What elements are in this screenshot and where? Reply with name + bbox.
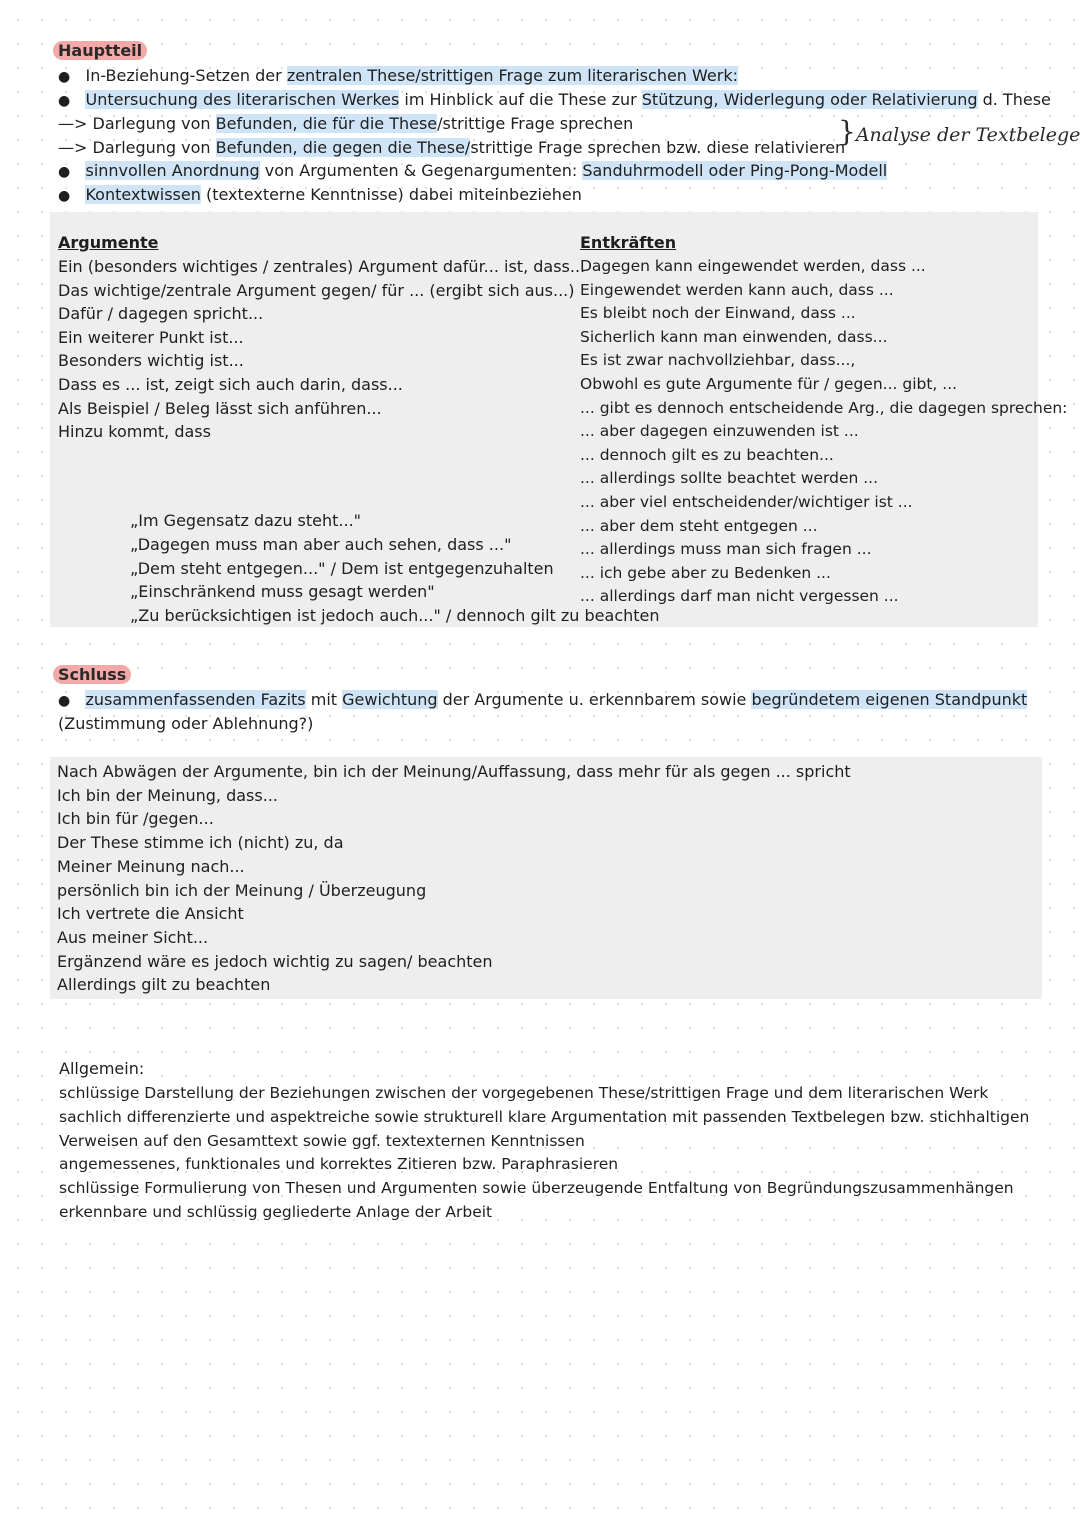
list-item: Dafür / dagegen spricht...: [58, 304, 264, 324]
list-item: Das wichtige/zentrale Argument gegen/ für ... (ergibt sich aus...): [58, 280, 575, 300]
list-item: Es bleibt noch der Einwand, dass ...: [580, 304, 856, 323]
arrow-icon: —>: [58, 114, 88, 133]
quote-item: „Einschränkend muss gesagt werden": [130, 582, 435, 602]
list-item: schlüssige Darstellung der Beziehungen zwischen der vorgegebenen These/strittigen Frage und dem literarischen Werk: [59, 1084, 989, 1102]
schluss-subline: (Zustimmung oder Ablehnung?): [58, 714, 314, 733]
list-item: erkennbare und schlüssig gegliederte Anlage der Arbeit: [59, 1202, 493, 1221]
list-item: ... aber dem steht entgegen ...: [580, 516, 818, 535]
list-item: Sicherlich kann man einwenden, dass...: [580, 327, 888, 346]
list-item: Nach Abwägen der Argumente, bin ich der Meinung/Auffassung, dass mehr für als gegen ... spricht: [57, 762, 851, 781]
list-item: Als Beispiel / Beleg lässt sich anführen...: [58, 398, 382, 418]
list-item: Ich bin für /gegen...: [57, 809, 214, 829]
hauptteil-bullet-4: ● Kontextwissen (textexterne Kenntnisse) dabei miteinbeziehen: [58, 185, 582, 204]
bullet-dot: ●: [58, 93, 71, 109]
bullet-dot: ●: [58, 188, 71, 204]
list-item: Aus meiner Sicht...: [57, 927, 209, 947]
list-item: ... aber dagegen einzuwenden ist ...: [580, 422, 859, 441]
schluss-heading: Schluss: [53, 664, 131, 686]
list-item: persönlich bin ich der Meinung / Überzeugung: [57, 880, 427, 900]
list-item: Meiner Meinung nach...: [57, 856, 245, 876]
bullet-dot: ●: [58, 69, 71, 85]
hauptteil-bullet-1: ● In-Beziehung-Setzen der zentralen These/strittigen Frage zum literarischen Werk:: [58, 66, 738, 85]
quote-item: „Im Gegensatz dazu steht...": [130, 511, 362, 530]
quote-item: „Dagegen muss man aber auch sehen, dass ...": [130, 534, 512, 554]
list-item: ... dennoch gilt es zu beachten...: [580, 445, 834, 464]
allgemein-list: [59, 1082, 1029, 1225]
list-item: schlüssige Formulierung von Thesen und Argumenten sowie überzeugende Entfaltung von Begründungszusammenhängen: [59, 1179, 1014, 1198]
hauptteil-arrow-2: —> Darlegung von Befunden, die gegen die These/strittige Frage sprechen bzw. diese relativieren: [58, 138, 846, 157]
list-item: Verweisen auf den Gesamttext sowie ggf. textexternen Kenntnissen: [59, 1131, 585, 1150]
quote-item: „Zu berücksichtigen ist jedoch auch..." / dennoch gilt zu beachten: [130, 606, 660, 626]
handwritten-brace-note: }Analyse der Textbelege: [838, 115, 1080, 148]
quote-item: „Dem steht entgegen..." / Dem ist entgegenzuhalten: [130, 558, 554, 578]
hauptteil-bullet-2: ● Untersuchung des literarischen Werkes im Hinblick auf die These zur Stützung, Widerlegung oder Relativierung d. These: [58, 90, 1051, 109]
list-item: angemessenes, funktionales und korrektes Zitieren bzw. Paraphrasieren: [59, 1155, 619, 1174]
argumente-list: [58, 255, 585, 444]
list-item: ... allerdings sollte beachtet werden ...: [580, 469, 879, 488]
quote-phrases: [130, 509, 660, 628]
bullet-dot: ●: [58, 693, 71, 709]
entkraeften-heading: Entkräften: [580, 233, 677, 252]
list-item: Besonders wichtig ist...: [58, 351, 244, 371]
list-item: Ergänzend wäre es jedoch wichtig zu sagen/ beachten: [57, 951, 493, 971]
hauptteil-heading: Hauptteil: [53, 40, 147, 62]
list-item: Dass es ... ist, zeigt sich auch darin, dass...: [58, 374, 403, 394]
list-item: Ein (besonders wichtiges / zentrales) Argument dafür... ist, dass...: [58, 257, 586, 276]
list-item: sachlich differenzierte und aspektreiche sowie strukturell klare Argumentation mit passenden Textbelegen bzw. stichhaltigen: [59, 1107, 1030, 1126]
schluss-phrases-list: [57, 760, 851, 997]
list-item: Ich bin der Meinung, dass...: [57, 785, 278, 805]
list-item: ... gibt es dennoch entscheidende Arg., die dagegen sprechen:: [580, 398, 1068, 417]
schluss-bullet: ● zusammenfassenden Fazits mit Gewichtung der Argumente u. erkennbarem sowie begründetem eigenen Standpunkt: [58, 690, 1028, 709]
arrow-icon: —>: [58, 138, 88, 157]
list-item: Ich vertrete die Ansicht: [57, 904, 244, 924]
curly-brace-icon: }: [838, 115, 856, 148]
list-item: ... aber viel entscheidender/wichtiger ist ...: [580, 492, 913, 511]
list-item: Obwohl es gute Argumente für / gegen... gibt, ...: [580, 374, 958, 393]
list-item: Hinzu kommt, dass: [58, 422, 211, 442]
list-item: Es ist zwar nachvollziehbar, dass...,: [580, 351, 856, 370]
list-item: ... allerdings darf man nicht vergessen ...: [580, 587, 899, 606]
argumente-heading: Argumente: [58, 233, 159, 252]
list-item: Eingewendet werden kann auch, dass ...: [580, 280, 894, 299]
bullet-dot: ●: [58, 164, 71, 180]
list-item: Allerdings gilt zu beachten: [57, 975, 271, 995]
list-item: Der These stimme ich (nicht) zu, da: [57, 833, 344, 853]
list-item: Dagegen kann eingewendet werden, dass ...: [580, 257, 926, 275]
hauptteil-bullet-3: ● sinnvollen Anordnung von Argumenten & Gegenargumenten: Sanduhrmodell oder Ping-Pong-Modell: [58, 161, 888, 180]
list-item: ... allerdings muss man sich fragen ...: [580, 540, 872, 559]
list-item: Ein weiterer Punkt ist...: [58, 327, 244, 347]
hauptteil-arrow-1: —> Darlegung von Befunden, die für die These/strittige Frage sprechen: [58, 114, 634, 133]
allgemein-heading: Allgemein:: [59, 1059, 145, 1078]
list-item: ... ich gebe aber zu Bedenken ...: [580, 563, 831, 582]
